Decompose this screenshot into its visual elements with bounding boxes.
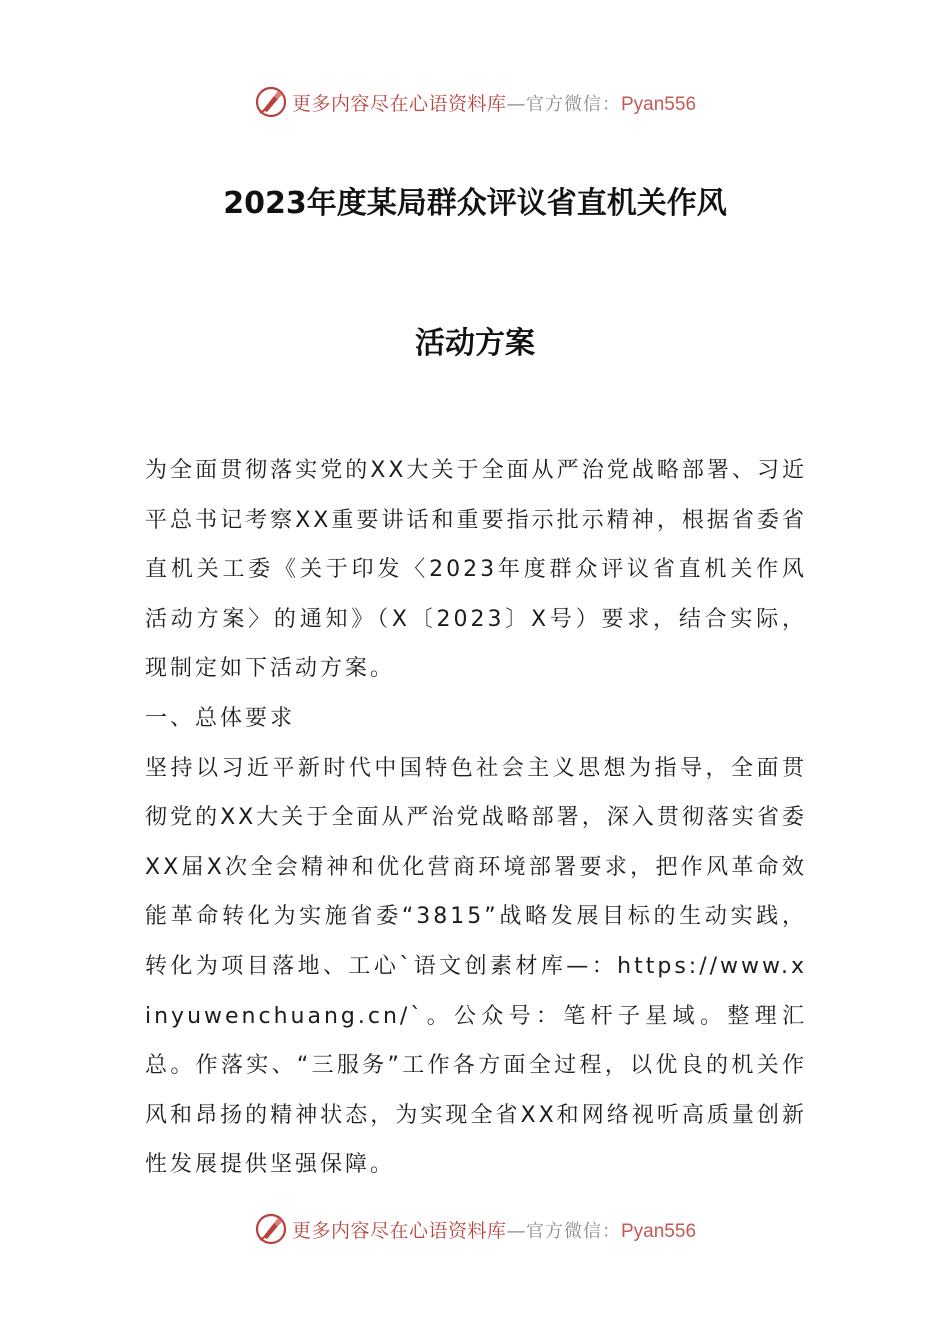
banner-wechat-label: 官方微信：	[526, 1220, 621, 1242]
pen-nib-logo-icon	[254, 1212, 288, 1246]
footer-banner	[0, 1209, 950, 1249]
banner-text	[292, 1216, 696, 1243]
banner-wechat-id: Pyan556	[621, 1220, 697, 1242]
banner-dash: —	[506, 92, 526, 115]
banner-wechat-id: Pyan556	[621, 93, 697, 115]
body-paragraph: 坚持以习近平新时代中国特色社会主义思想为指导，全面贯彻党的XX大关于全面从严治党战略部署，深入贯彻落实省委XX届X次全会精神和优化营商环境部署要求，把作风革命效能革命转化为实施省委“3815”战略发展目标的生动实践，转化为项目落地、工心`语文创素材库—：https://www.xinyuwenchuang.cn/`。公众号：笔杆子星域。整理汇总。作落实、“三服务”工作各方面全过程，以优良的机关作风和昂扬的精神状态，为实现全省XX和网络视听高质量创新性发展提供坚强保障。	[145, 755, 807, 1178]
document-body	[145, 446, 807, 1190]
header-banner	[0, 82, 950, 122]
banner-text	[292, 89, 696, 116]
document-title-line-2: 活动方案	[415, 326, 535, 361]
banner-wechat-label: 官方微信：	[526, 93, 621, 115]
intro-paragraph: 为全面贯彻落实党的XX大关于全面从严治党战略部署、习近平总书记考察XX重要讲话和重要指示批示精神，根据省委省直机关工委《关于印发〈2023年度群众评议省直机关作风活动方案〉的通知》（X〔2023〕X号）要求，结合实际，现制定如下活动方案。	[145, 458, 807, 682]
banner-main-text: 更多内容尽在心语资料库	[291, 92, 507, 115]
section-heading: 一、总体要求	[145, 705, 296, 731]
document-title-line-1: 2023年度某局群众评议省直机关作风	[223, 186, 727, 221]
pen-nib-logo-icon	[254, 85, 288, 119]
banner-dash: —	[506, 1219, 526, 1242]
banner-main-text: 更多内容尽在心语资料库	[291, 1219, 507, 1242]
